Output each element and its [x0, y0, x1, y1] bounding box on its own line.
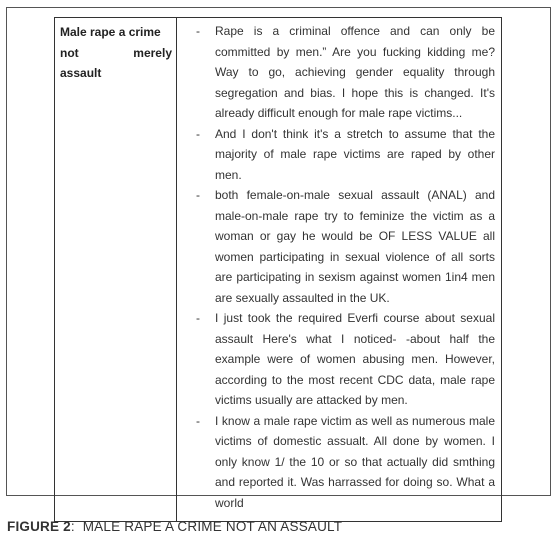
- comment-list: [177, 21, 495, 513]
- caption-text: MALE RAPE A CRIME NOT AN ASSAULT: [82, 519, 343, 534]
- dash-bullet-icon: -: [196, 188, 200, 202]
- list-item: [177, 185, 495, 308]
- list-item: [177, 308, 495, 411]
- comment-text: I just took the required Everfi course about sexual assault Here's what I noticed- -about half the example were of women abusing men. However, according to the most recent CDC data, male rape victims usually are attacked by men.: [215, 311, 495, 407]
- topic-line-2: [60, 43, 172, 64]
- dash-bullet-icon: -: [196, 413, 200, 428]
- comments-table: [54, 17, 502, 522]
- list-item: [177, 21, 495, 124]
- comments-cell: [177, 18, 502, 522]
- topic-line-3: assault: [60, 66, 102, 80]
- comment-text: Rape is a criminal offence and can only be committed by men.” Are you fucking kidding me? Way to go, achieving gender equality through segregation and bias. I hope this is changed. It's already difficult enough for male rape victims...: [215, 24, 495, 120]
- dash-bullet-icon: -: [196, 126, 200, 141]
- topic-line-2-right: merely: [133, 45, 172, 60]
- table-row: [55, 18, 502, 522]
- list-item: [177, 411, 495, 514]
- dash-bullet-icon: -: [196, 311, 200, 325]
- topic-line-2-left: not: [60, 45, 79, 60]
- topic-line-1: Male rape a crime: [60, 25, 161, 39]
- topic-cell: [55, 18, 177, 522]
- comment-text: I know a male rape victim as well as numerous male victims of domestic assualt. All done by women. I only know 1/ the 10 or so that actually did smthing and reported it. Was harrassed for doing so. What a world: [215, 413, 495, 510]
- caption-separator: :: [70, 519, 75, 534]
- caption-label: FIGURE 2: [7, 519, 71, 534]
- dash-bullet-icon: -: [196, 24, 200, 38]
- comment-text: And I don't think it's a stretch to assume that the majority of male rape victims are raped by other men.: [215, 126, 495, 182]
- list-item: [177, 124, 495, 186]
- comment-text: both female-on-male sexual assault (ANAL) and male-on-male rape try to feminize the victim as a woman or gay he would be OF LESS VALUE all women participating in sexual violence of all sorts are participating in sexism against women 1in4 men are sexually assaulted in the UK.: [215, 188, 495, 305]
- figure-caption: [7, 519, 342, 534]
